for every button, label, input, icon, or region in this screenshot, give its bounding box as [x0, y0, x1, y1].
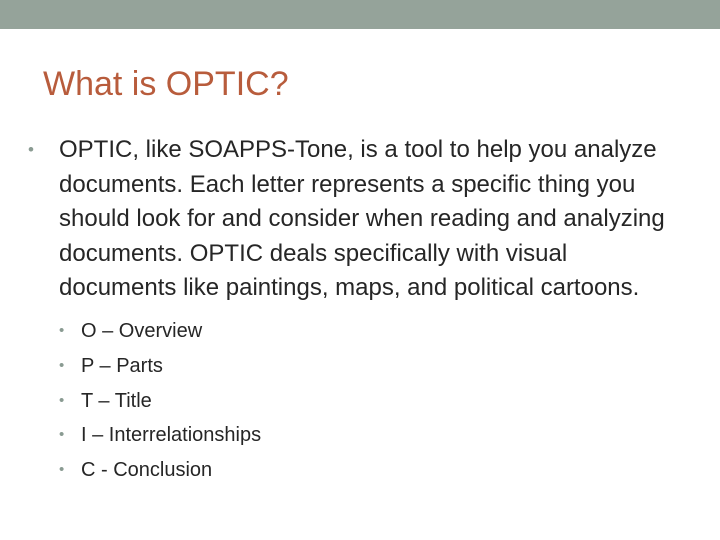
sub-bullet-text: O – Overview [81, 319, 203, 342]
bullet-icon: • [59, 426, 65, 444]
bullet-icon: • [59, 391, 65, 409]
content-list [28, 133, 688, 488]
main-bullet-item [28, 133, 688, 488]
sub-bullet-text: C - Conclusion [81, 459, 213, 482]
slide-title: What is OPTIC? [43, 65, 289, 103]
sub-bullet-item [59, 314, 688, 349]
bullet-icon: • [28, 140, 34, 159]
sub-bullet-item [59, 349, 688, 384]
sub-bullet-item [59, 384, 688, 419]
main-bullet-text: OPTIC, like SOAPPS-Tone, is a tool to help you analyze documents. Each letter represents a specific thing you should look for and consider when reading and analyzing documents. OPTIC deals specifically with visual documents like paintings, maps, and political cartoons. [59, 136, 665, 302]
sub-bullet-text: I – Interrelationships [81, 424, 262, 447]
bullet-icon: • [59, 461, 65, 479]
sub-bullet-text: P – Parts [81, 354, 163, 377]
sub-bullet-text: T – Title [81, 389, 152, 412]
bullet-icon: • [59, 356, 65, 374]
top-accent-bar [0, 0, 720, 29]
sub-bullet-item [59, 453, 688, 488]
optic-letter-list [59, 314, 688, 488]
bullet-icon: • [59, 321, 65, 339]
sub-bullet-item [59, 418, 688, 453]
